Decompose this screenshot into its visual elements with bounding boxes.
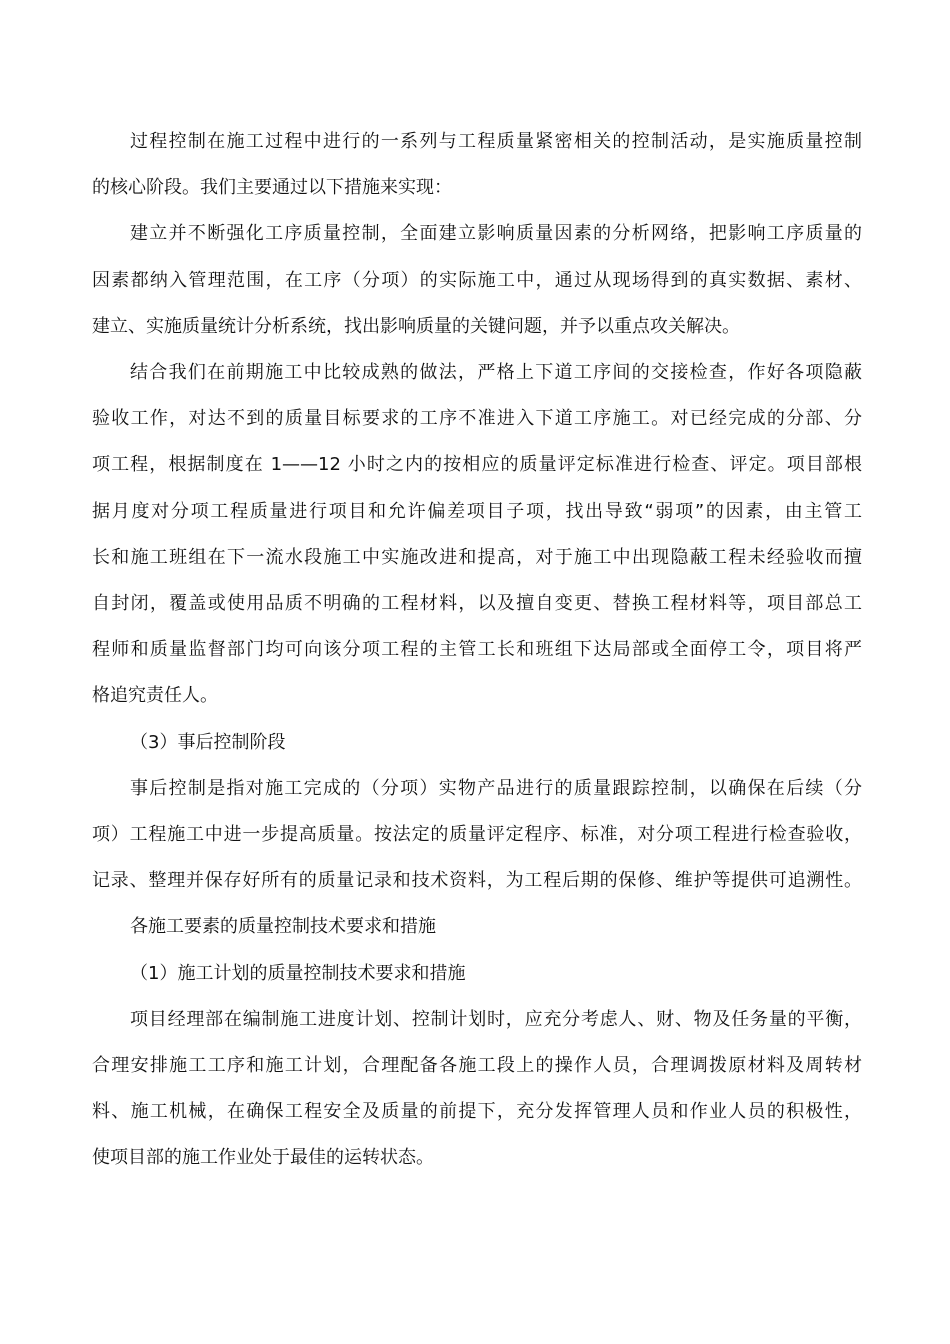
- text-line: （1）施工计划的质量控制技术要求和措施: [130, 962, 466, 984]
- text-line: 项）工程施工中进一步提高质量。按法定的质量评定程序、标准，对分项工程进行检查验收，: [92, 824, 862, 846]
- paragraph-handover-inspection: [92, 350, 862, 720]
- text-line: 建立并不断强化工序质量控制，全面建立影响质量因素的分析网络，把影响工序质量的: [130, 223, 862, 245]
- text-line: 过程控制在施工过程中进行的一系列与工程质量紧密相关的控制活动，是实施质量控制: [130, 131, 862, 152]
- text-line: 结合我们在前期施工中比较成熟的做法，严格上下道工序间的交接检查，作好各项隐蔽: [130, 362, 862, 384]
- heading-post-control-stage: [92, 720, 862, 766]
- text-line: 使项目部的施工作业处于最佳的运转状态。: [92, 1147, 434, 1169]
- text-line: 程师和质量监督部门均可向该分项工程的主管工长和班组下达局部或全面停工令，项目将严: [92, 639, 862, 661]
- text-line: 料、施工机械，在确保工程安全及质量的前提下，充分发挥管理人员和作业人员的积极性，: [92, 1101, 862, 1123]
- text-line: 据月度对分项工程质量进行项目和允许偏差项目子项，找出导致“弱项”的因素，由主管工: [92, 500, 862, 522]
- text-line: 验收工作，对达不到的质量目标要求的工序不准进入下道工序施工。对已经完成的分部、分: [92, 408, 862, 430]
- text-line: 各施工要素的质量控制技术要求和措施: [130, 916, 436, 938]
- text-line: 建立、实施质量统计分析系统，找出影响质量的关键问题，并予以重点攻关解决。: [92, 315, 740, 337]
- text-line: 的核心阶段。我们主要通过以下措施来实现：: [92, 177, 452, 199]
- paragraph-process-control: [92, 119, 862, 211]
- text-line: 记录、整理并保存好所有的质量记录和技术资料，为工程后期的保修、维护等提供可追溯性。: [92, 870, 862, 892]
- text-line: （3）事后控制阶段: [130, 731, 286, 753]
- heading-quality-requirements: [92, 904, 862, 950]
- text-line: 事后控制是指对施工完成的（分项）实物产品进行的质量跟踪控制，以确保在后续（分: [130, 777, 862, 799]
- heading-construction-plan: [92, 951, 862, 997]
- paragraph-post-control: [92, 766, 862, 905]
- text-line: 项工程，根据制度在 1——12 小时之内的按相应的质量评定标准进行检查、评定。项目部根: [92, 454, 862, 476]
- text-line: 格追究责任人。: [92, 685, 218, 707]
- paragraph-process-quality: [92, 211, 862, 350]
- paragraph-construction-plan: [92, 997, 862, 1182]
- text-line: 长和施工班组在下一流水段施工中实施改进和提高，对于施工中出现隐蔽工程未经验收而擅: [92, 546, 862, 568]
- text-line: 因素都纳入管理范围，在工序（分项）的实际施工中，通过从现场得到的真实数据、素材、: [92, 269, 862, 291]
- text-line: 合理安排施工工序和施工计划，合理配备各施工段上的操作人员，合理调拨原材料及周转材: [92, 1055, 862, 1077]
- text-line: 自封闭，覆盖或使用品质不明确的工程材料，以及擅自变更、替换工程材料等，项目部总工: [92, 593, 862, 615]
- text-line: 项目经理部在编制施工进度计划、控制计划时，应充分考虑人、财、物及任务量的平衡，: [130, 1008, 862, 1030]
- document-body: [92, 119, 862, 1182]
